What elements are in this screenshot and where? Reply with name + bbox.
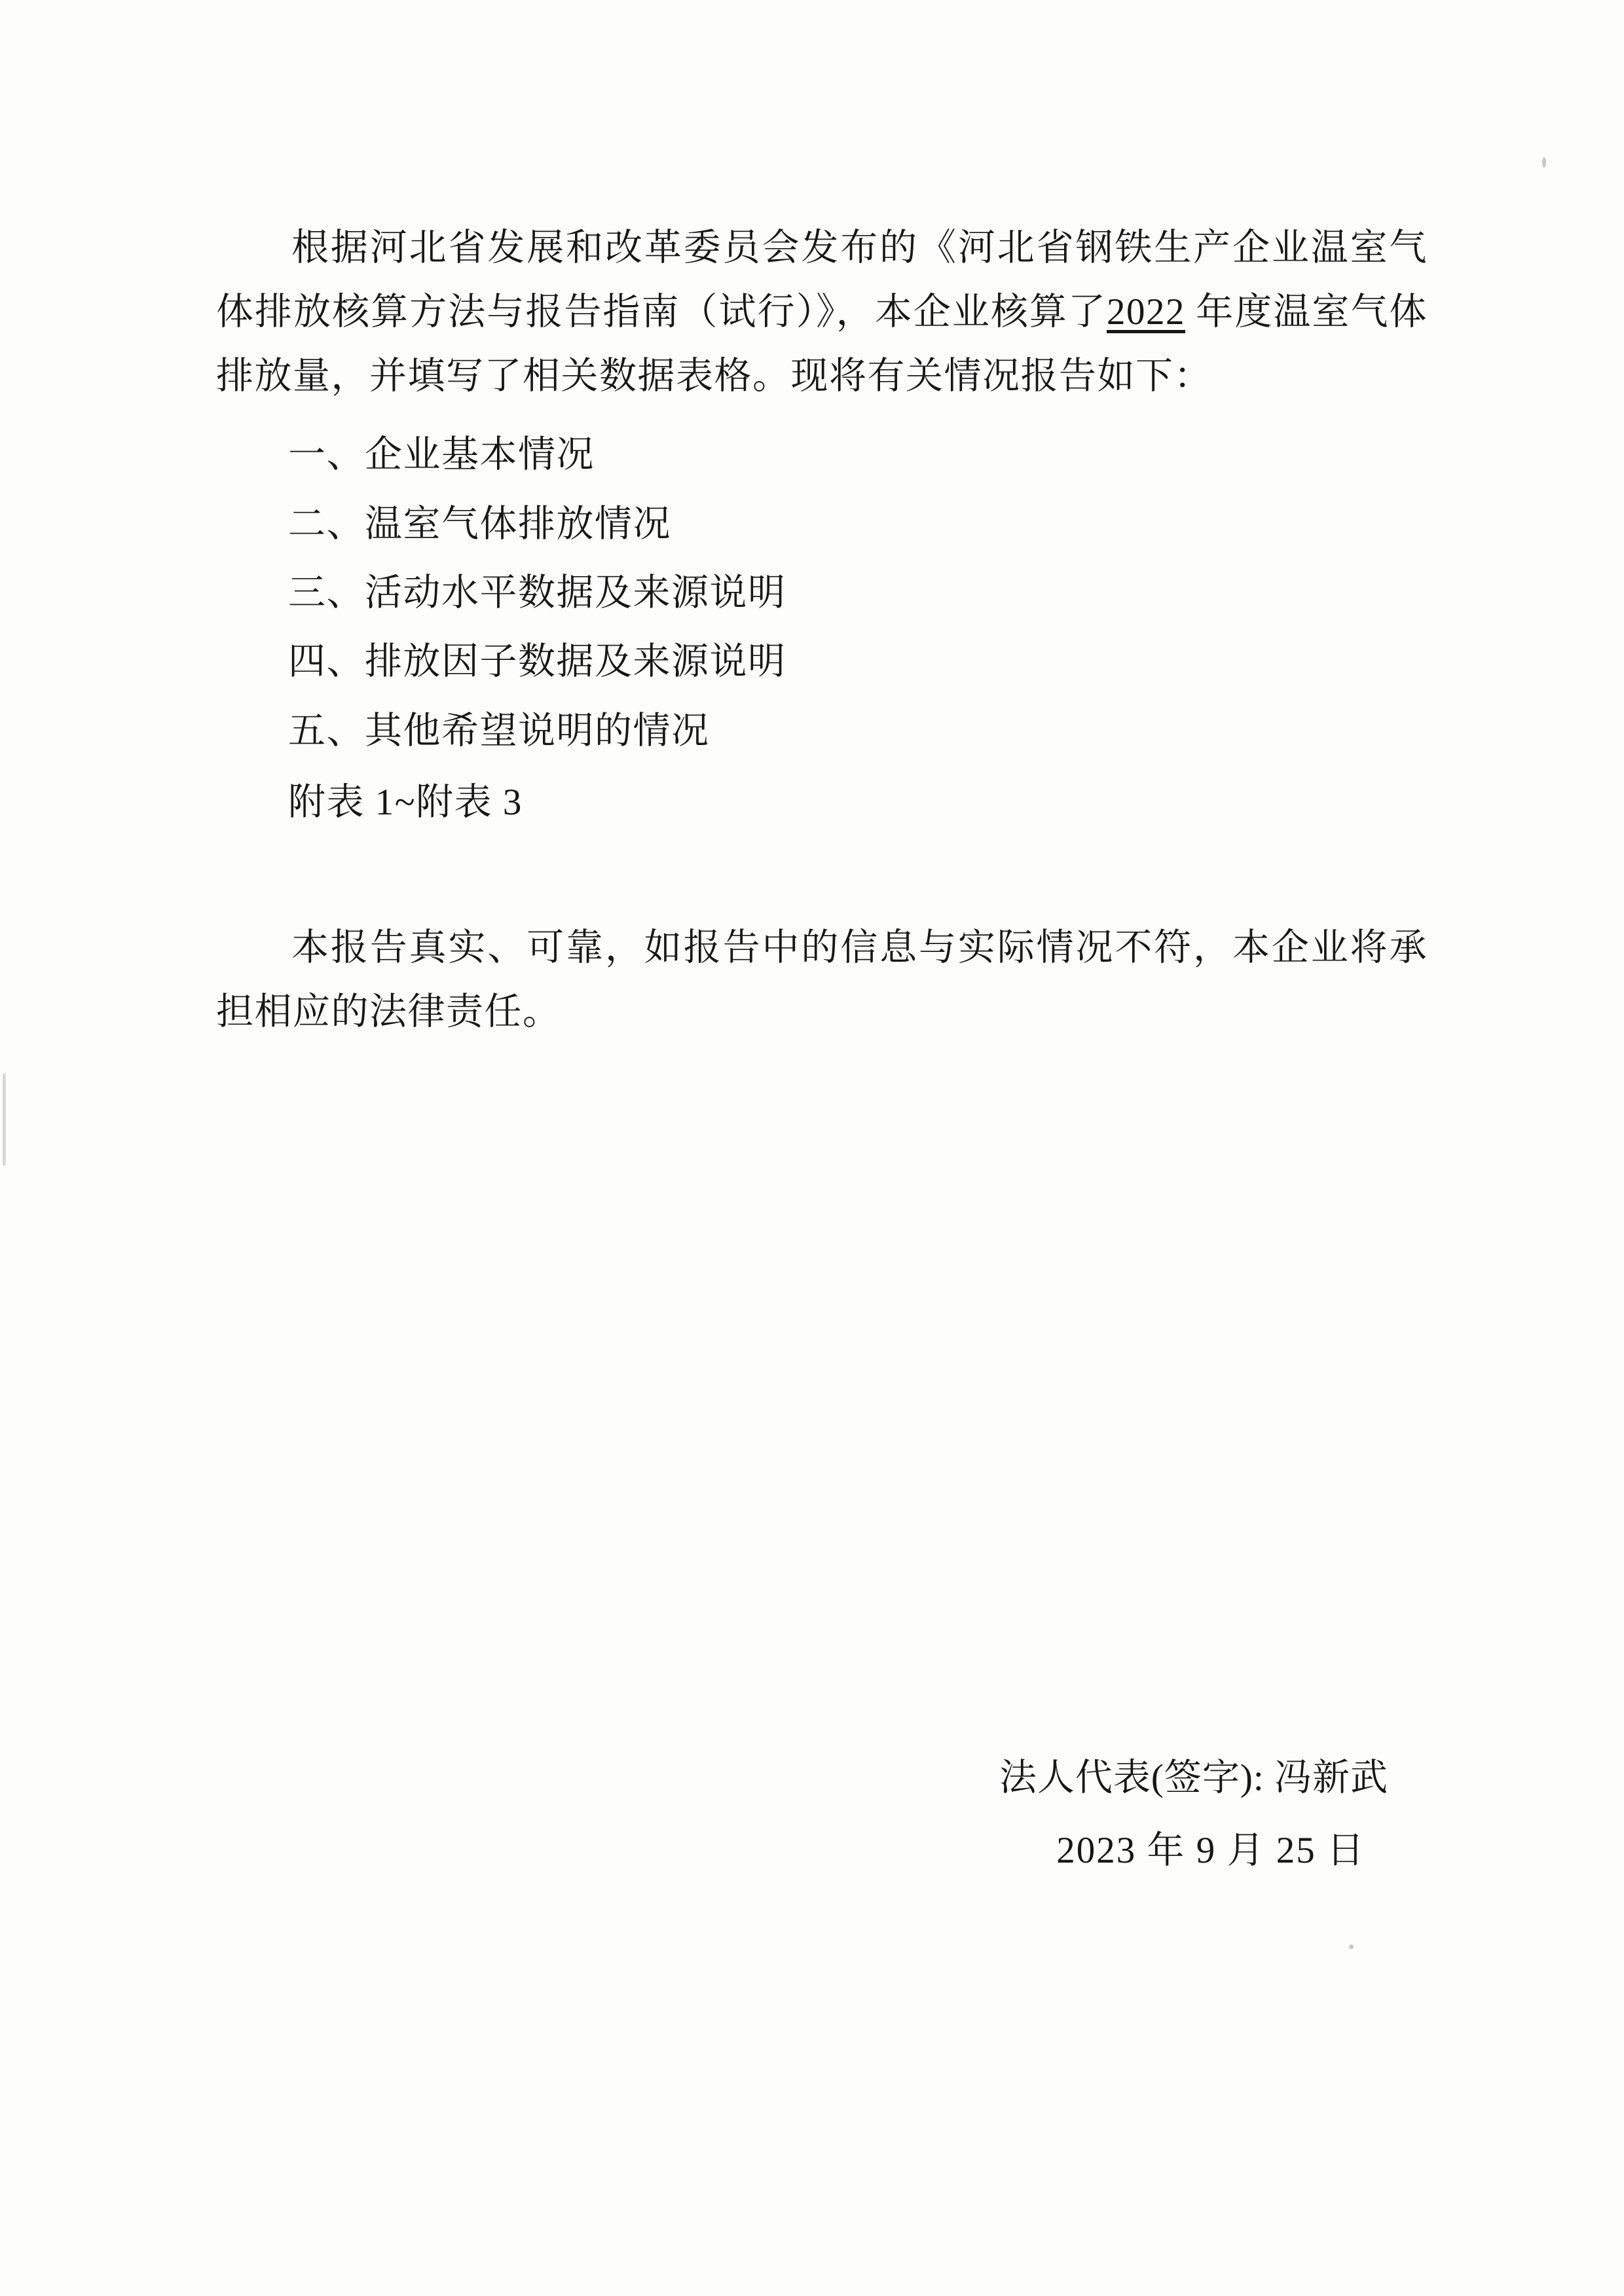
- intro-lead: 根据河北省发展和改革委员会发布的《河北省钢铁生产企业温室气体排放核算方法与报告指南（试行）》，本企业核算了: [216, 227, 1428, 333]
- section-list: [216, 420, 1428, 765]
- paragraph-spacer: [216, 837, 1428, 916]
- intro-year: 2022: [1107, 291, 1185, 333]
- document-body: [216, 216, 1428, 1044]
- intro-paragraph: [216, 216, 1428, 409]
- intro-tail: 年度温室气体排放量，并填写了相关数据表格。现将有关情况报告如下：: [216, 291, 1428, 397]
- list-item: 五、其他希望说明的情况: [288, 710, 710, 752]
- signature-name: 法人代表(签字): 冯新武: [999, 1757, 1388, 1798]
- list-item: 四、排放因子数据及来源说明: [288, 641, 786, 683]
- scan-speck-top-right: [1542, 157, 1546, 168]
- declaration-paragraph: 本报告真实、可靠，如报告中的信息与实际情况不符，本企业将承担相应的法律责任。: [216, 926, 1428, 1032]
- scan-speck-mid-right: [1349, 1944, 1354, 1949]
- signature-date: 2023 年 9 月 25 日: [1056, 1830, 1365, 1872]
- signature-block: [216, 1741, 1428, 1887]
- list-item: 三、活动水平数据及来源说明: [288, 572, 786, 613]
- scan-edge-mark-left: [3, 1074, 6, 1165]
- list-item: 二、温室气体排放情况: [288, 503, 671, 545]
- list-item: 一、企业基本情况: [288, 434, 595, 476]
- attachments-line: 附表 1~附表 3: [288, 782, 523, 824]
